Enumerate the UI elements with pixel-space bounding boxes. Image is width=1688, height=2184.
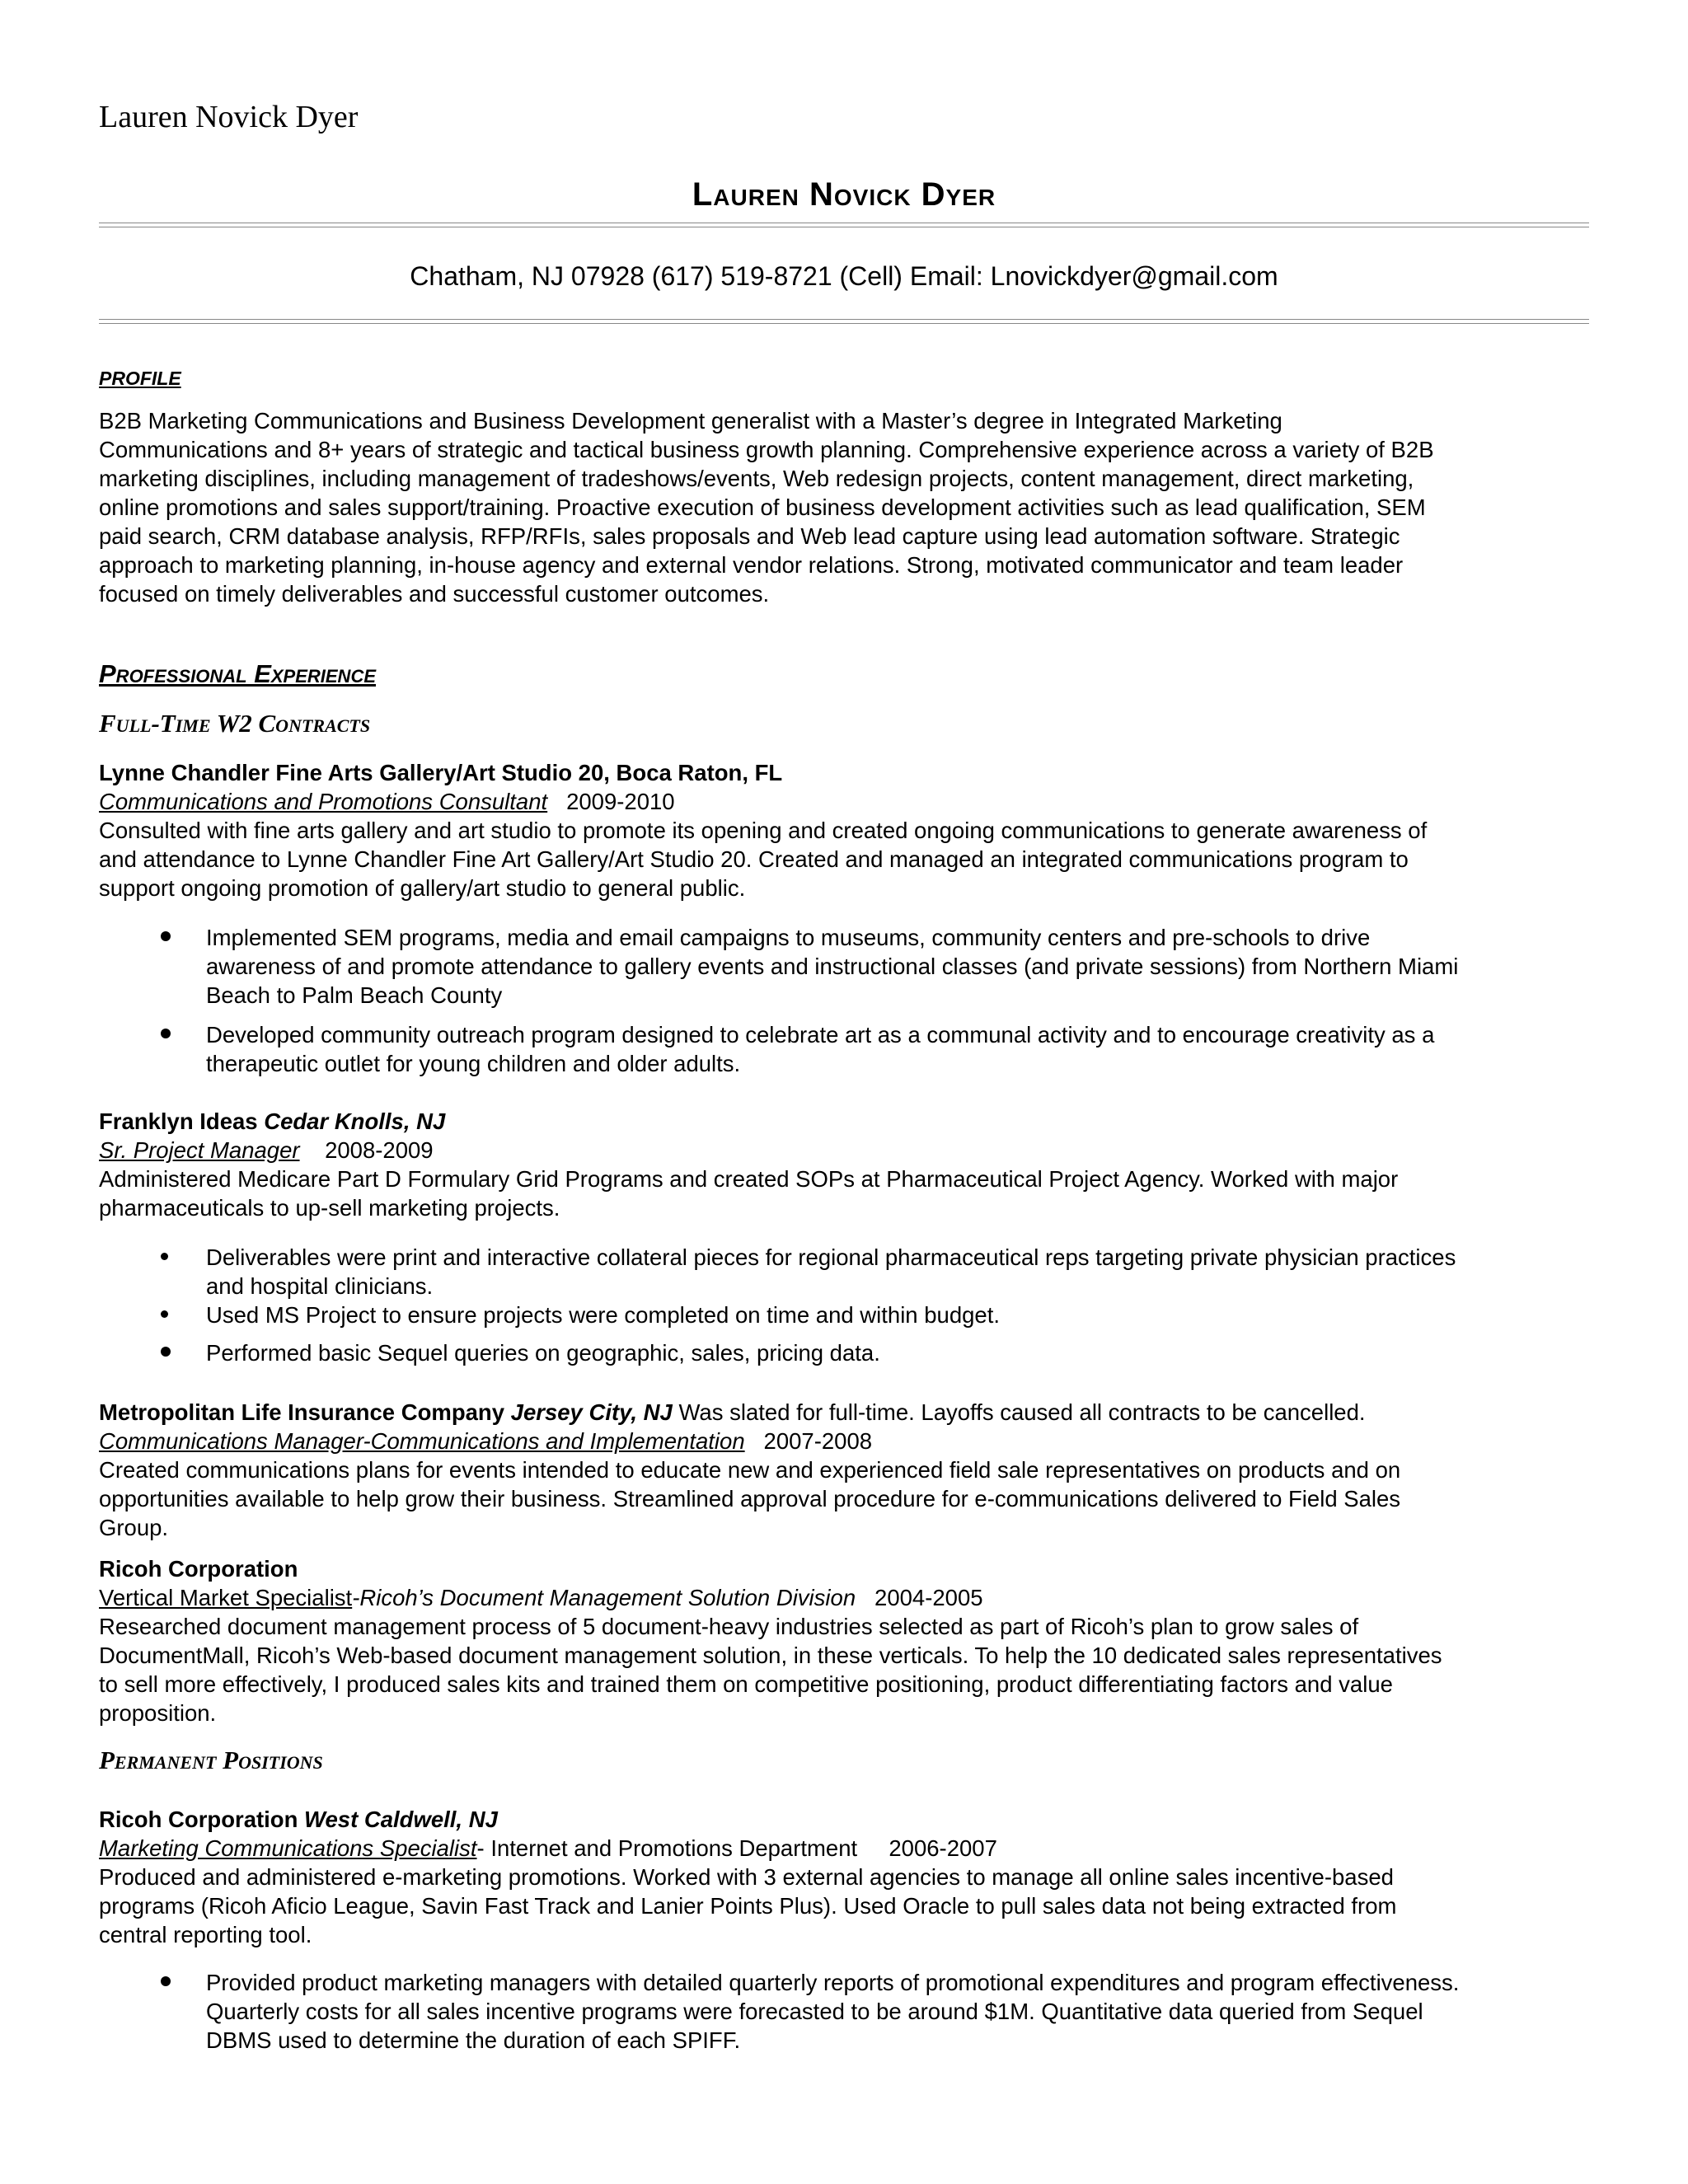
job-role: Marketing Communications Specialist [99, 1835, 477, 1861]
job-desc-line: opportunities available to help grow their business. Streamlined approval procedure for e-communications delivered to Field Sales [99, 1486, 1401, 1511]
bullet-line: therapeutic outlet for young children and older adults. [206, 1051, 741, 1076]
job-ricoh-contract: Ricoh Corporation Vertical Market Specialist-Ricoh’s Document Management Solution Division 2004-2005 Researched document management process of 5 document-heavy industries selected as part of Ricoh’s plan to grow sales of DocumentMall, Ricoh’s Web-based document management solution, in these verticals. To help the 10 dedicated sales representatives to sell more effectively, I produced sales kits and trained them on competitive positioning, product differentiating factors and value proposition. [99, 1554, 1591, 1727]
profile-line: B2B Marketing Communications and Business Development generalist with a Master’s degree in Integrated Marketing [99, 408, 1282, 434]
bullet-item [206, 1338, 1591, 1367]
job-division: Ricoh’s Document Management Solution Division [359, 1585, 856, 1610]
job-ricoh-permanent [99, 1805, 1591, 1949]
job-desc-line: to sell more effectively, I produced sales kits and trained them on competitive positioning, product differentiating factors and value [99, 1671, 1393, 1697]
bullet-line: and hospital clinicians. [206, 1273, 434, 1299]
job-desc-line: Group. [99, 1515, 169, 1540]
bullet-line: Developed community outreach program designed to celebrate art as a communal activity and to encourage creativity as a [206, 1022, 1435, 1047]
company-location: Cedar Knolls, NJ [264, 1108, 446, 1134]
professional-experience-heading: Professional Experience [99, 659, 377, 688]
running-header-name: Lauren Novick Dyer [99, 100, 359, 134]
company-location: West Caldwell, NJ [304, 1807, 498, 1832]
permanent-subheading: Permanent Positions [99, 1746, 323, 1774]
bullet-dot [161, 1347, 171, 1357]
bullet-line: DBMS used to determine the duration of each SPIFF. [206, 2027, 741, 2053]
bullet-item [206, 923, 1591, 1010]
bullet-line: Deliverables were print and interactive collateral pieces for regional pharmaceutical reps targeting private physician practices [206, 1244, 1456, 1270]
job-role: Communications and Promotions Consultant [99, 789, 548, 814]
bullet-line: awareness of and promote attendance to gallery events and instructional classes (and private sessions) from Northern Miami [206, 954, 1459, 979]
job-desc-line: proposition. [99, 1700, 217, 1726]
job-role: Vertical Market Specialist [99, 1585, 353, 1610]
job-desc-line: Administered Medicare Part D Formulary Grid Programs and created SOPs at Pharmaceutical Project Agency. Worked with major [99, 1166, 1399, 1192]
job-desc-line: pharmaceuticals to up-sell marketing projects. [99, 1195, 560, 1221]
contracts-subheading: Full-Time W2 Contracts [99, 709, 371, 738]
job-desc-line: DocumentMall, Ricoh’s Web-based document management solution, in these verticals. To help the 10 dedicated sales representatives [99, 1643, 1442, 1668]
job-dates: 2004-2005 [874, 1585, 983, 1610]
bullet-item [206, 1968, 1591, 2055]
profile-line: marketing disciplines, including management of tradeshows/events, Web redesign projects, content management, direct marketing, [99, 466, 1414, 491]
job-dates: 2008-2009 [325, 1137, 434, 1163]
bullet-item [206, 1243, 1591, 1301]
profile-line: approach to marketing planning, in-house agency and external vendor relations. Strong, motivated communicator and team leader [99, 552, 1404, 578]
profile-line: focused on timely deliverables and successful customer outcomes. [99, 581, 770, 607]
profile-line: paid search, CRM database analysis, RFP/RFIs, sales proposals and Web lead capture using lead automation software. Strategic [99, 523, 1400, 549]
bullet-item [206, 1020, 1591, 1078]
bullet-dot [161, 1310, 168, 1318]
company-note: Was slated for full-time. Layoffs caused all contracts to be cancelled. [678, 1399, 1366, 1425]
bullet-dot [161, 1029, 171, 1038]
profile-heading: PROFILE [99, 368, 181, 389]
resume-title: Lauren Novick Dyer [692, 176, 996, 213]
bullet-line: Quarterly costs for all sales incentive programs were forecasted to be around $1M. Quantitative data queried from Sequel [206, 1999, 1423, 2024]
company-name: Ricoh Corporation [99, 1807, 298, 1832]
bullet-item [206, 1301, 1591, 1329]
job-desc-line: Consulted with fine arts gallery and art studio to promote its opening and created ongoing communications to generate awareness of [99, 818, 1428, 843]
company-location: Jersey City, NJ [510, 1399, 673, 1425]
company-name: Franklyn Ideas [99, 1108, 258, 1134]
job-desc-line: Created communications plans for events intended to educate new and experienced field sale representatives on products and on [99, 1457, 1401, 1483]
company-name: Lynne Chandler Fine Arts Gallery/Art Studio 20, Boca Raton, FL [99, 760, 783, 785]
job-metlife [99, 1398, 1591, 1542]
profile-line: online promotions and sales support/training. Proactive execution of business development activities such as lead qualification, SEM [99, 494, 1426, 520]
contact-rule [99, 319, 1589, 320]
job-dates: 2007-2008 [763, 1428, 873, 1454]
profile-line: Communications and 8+ years of strategic and tactical business growth planning. Comprehensive experience across a variety of B2B [99, 437, 1434, 462]
bullet-line: Implemented SEM programs, media and email campaigns to museums, community centers and pre-schools to drive [206, 925, 1371, 950]
company-name: Metropolitan Life Insurance Company [99, 1399, 505, 1425]
bullet-dot [161, 931, 171, 941]
job-desc-line: Produced and administered e-marketing promotions. Worked with 3 external agencies to manage all online sales incentive-based [99, 1864, 1394, 1890]
job-desc-line: central reporting tool. [99, 1922, 312, 1947]
bullet-line: Used MS Project to ensure projects were completed on time and within budget. [206, 1302, 1000, 1328]
job-role: Sr. Project Manager [99, 1137, 300, 1163]
bullet-dot [161, 1253, 168, 1260]
bullet-line: Provided product marketing managers with detailed quarterly reports of promotional expenditures and program effectiveness. [206, 1970, 1460, 1995]
profile-paragraph [99, 406, 1591, 608]
bullet-line: Performed basic Sequel queries on geographic, sales, pricing data. [206, 1340, 880, 1366]
job-dates: 2006-2007 [889, 1835, 997, 1861]
contact-line: Chatham, NJ 07928 (617) 519-8721 (Cell) Email: Lnovickdyer@gmail.com [410, 261, 1278, 291]
job-desc-line: Researched document management process of 5 document-heavy industries selected as part of Ricoh’s plan to grow sales of [99, 1614, 1359, 1639]
job-lynne-chandler [99, 758, 1591, 902]
job-department: - Internet and Promotions Department [476, 1835, 858, 1861]
job-dates: 2009-2010 [566, 789, 675, 814]
job-franklyn-ideas [99, 1107, 1591, 1222]
job-desc-line: support ongoing promotion of gallery/art studio to general public. [99, 875, 746, 901]
contact-rule-double [99, 323, 1589, 324]
bullet-line: Beach to Palm Beach County [206, 982, 503, 1008]
job-role: Communications Manager-Communications and Implementation [99, 1428, 745, 1454]
job-desc-line: programs (Ricoh Aficio League, Savin Fast Track and Lanier Points Plus). Used Oracle to pull sales data not being extracted from [99, 1893, 1397, 1919]
company-name: Ricoh Corporation [99, 1556, 298, 1582]
job-desc-line: and attendance to Lynne Chandler Fine Art Gallery/Art Studio 20. Created and managed an integrated communications program to [99, 846, 1409, 872]
bullet-dot [161, 1976, 171, 1986]
